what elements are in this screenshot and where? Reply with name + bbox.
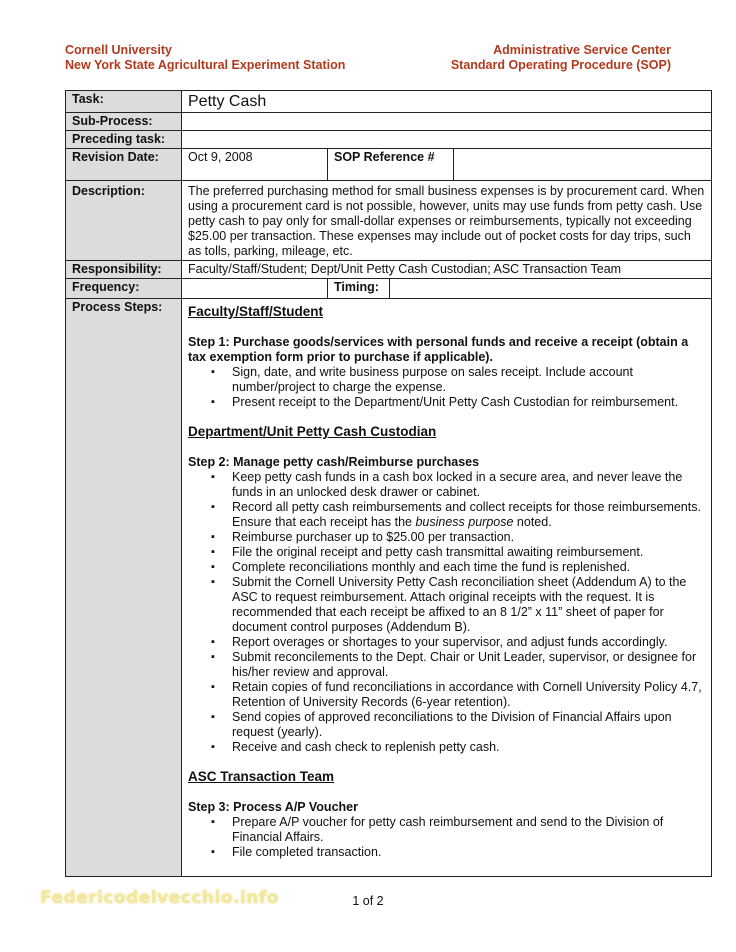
revision-row: [66, 149, 712, 181]
preceding-value: [182, 131, 712, 149]
list-item: ▪ Submit the Cornell University Petty Cash reconciliation sheet (Addendum A) to the ASC to request reimbursement. Attach original receipts with the request. It is recommended that each receipt be affixed to an 8 1/2” x 11” sheet of paper for document control purposes (Addendum B).: [232, 575, 705, 635]
timing-label: Timing:: [328, 279, 390, 299]
step2-list: [188, 470, 705, 755]
list-item: ▪ Submit reconcilements to the Dept. Chair or Unit Leader, supervisor, or designee for his/her review and approval.: [232, 650, 705, 680]
section-asc-heading: ASC Transaction Team: [188, 769, 335, 784]
frequency-value: [182, 279, 328, 299]
list-item: ▪ Receive and cash check to replenish petty cash.: [232, 740, 705, 755]
org-station: New York State Agricultural Experiment Station: [65, 58, 346, 72]
header-right: [451, 43, 671, 73]
list-item: ▪ Prepare A/P voucher for petty cash reimbursement and send to the Division of Financial Affairs.: [232, 815, 705, 845]
header-left: [65, 43, 345, 73]
dept-name: Administrative Service Center: [493, 43, 671, 57]
frequency-label: Frequency:: [66, 279, 182, 299]
list-item: ▪ Retain copies of fund reconciliations in accordance with Cornell University Policy 4.7, Retention of University Records (6-year retention).: [232, 680, 705, 710]
list-item: ▪ File completed transaction.: [232, 845, 705, 860]
task-label: Task:: [66, 91, 182, 113]
step3-title: Step 3: Process A/P Voucher: [188, 800, 358, 814]
section-custodian-heading: Department/Unit Petty Cash Custodian: [188, 424, 437, 439]
revision-value: Oct 9, 2008: [182, 149, 328, 181]
list-item: ▪ Complete reconciliations monthly and each time the fund is replenished.: [232, 560, 705, 575]
responsibility-row: [66, 261, 712, 279]
timing-value: [390, 279, 712, 299]
responsibility-value: Faculty/Staff/Student; Dept/Unit Petty Cash Custodian; ASC Transaction Team: [182, 261, 712, 279]
process-content: [182, 299, 712, 877]
sop-ref-value: [454, 149, 712, 181]
list-item-text: Record all petty cash reimbursements and collect receipts for those reimbursements. Ensure that each receipt has the: [232, 500, 701, 529]
step1-title: Step 1: Purchase goods/services with personal funds and receive a receipt (obtain a tax exemption form prior to purchase if applicable).: [188, 335, 689, 364]
description-row: [66, 181, 712, 261]
process-row: [66, 299, 712, 877]
sop-table: [65, 90, 712, 877]
subprocess-row: [66, 113, 712, 131]
task-value: Petty Cash: [182, 91, 712, 113]
watermark-text: Federicodelvecchio.info: [40, 888, 279, 908]
step1-list: [188, 365, 705, 410]
sop-ref-label: SOP Reference #: [328, 149, 454, 181]
list-item: ▪ File the original receipt and petty cash transmittal awaiting reimbursement.: [232, 545, 705, 560]
page-number: 1 of 2: [352, 894, 384, 908]
revision-label: Revision Date:: [66, 149, 182, 181]
list-item: ▪ Send copies of approved reconciliations to the Division of Financial Affairs upon request (yearly).: [232, 710, 705, 740]
description-value: The preferred purchasing method for small business expenses is by procurement card. When using a procurement card is not possible, however, units may use funds from petty cash. Use petty cash to pay only for small-dollar expenses or reimbursements, typically not exceeding $25.00 per transaction. These expenses may include out of pocket costs for day trips, such as tolls, parking, mileage, etc.: [182, 181, 712, 261]
list-item: [232, 500, 705, 530]
step2-title: Step 2: Manage petty cash/Reimburse purchases: [188, 455, 480, 469]
section-faculty-heading: Faculty/Staff/Student: [188, 304, 324, 319]
org-name: Cornell University: [65, 43, 172, 57]
task-row: [66, 91, 712, 113]
emphasis-text: business purpose: [415, 515, 514, 529]
doc-type: Standard Operating Procedure (SOP): [450, 58, 671, 72]
process-label: Process Steps:: [66, 299, 182, 877]
list-item: ▪ Reimburse purchaser up to $25.00 per transaction.: [232, 530, 705, 545]
preceding-label: Preceding task:: [66, 131, 182, 149]
subprocess-value: [182, 113, 712, 131]
preceding-row: [66, 131, 712, 149]
step3-list: [188, 815, 705, 860]
subprocess-label: Sub-Process:: [66, 113, 182, 131]
frequency-row: [66, 279, 712, 299]
list-item: ▪ Present receipt to the Department/Unit Petty Cash Custodian for reimbursement.: [232, 395, 705, 410]
list-item: ▪ Report overages or shortages to your supervisor, and adjust funds accordingly.: [232, 635, 705, 650]
list-item: ▪ Keep petty cash funds in a cash box locked in a secure area, and never leave the funds in an unlocked desk drawer or cabinet.: [232, 470, 705, 500]
description-label: Description:: [66, 181, 182, 261]
list-item: ▪ Sign, date, and write business purpose on sales receipt. Include account number/project to charge the expense.: [232, 365, 705, 395]
responsibility-label: Responsibility:: [66, 261, 182, 279]
list-item-text: noted.: [513, 515, 552, 529]
